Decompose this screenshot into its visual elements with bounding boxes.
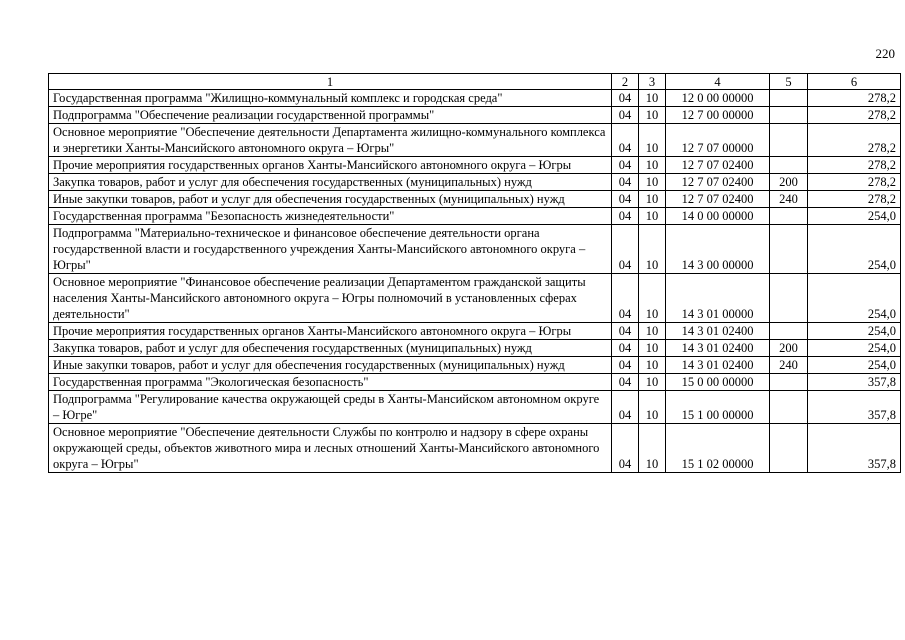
row-amount: 357,8	[808, 391, 901, 424]
row-section: 04	[612, 424, 639, 473]
row-target-code: 12 0 00 00000	[666, 90, 770, 107]
row-amount: 278,2	[808, 191, 901, 208]
row-target-code: 12 7 07 00000	[666, 124, 770, 157]
row-subsection: 10	[639, 374, 666, 391]
row-expense-type: 240	[770, 357, 808, 374]
table-row	[49, 274, 901, 323]
table-row	[49, 107, 901, 124]
row-target-code: 12 7 07 02400	[666, 191, 770, 208]
row-name: Основное мероприятие "Обеспечение деятельности Департамента жилищно-коммунального комплекса и энергетики Ханты-Мансийского автономного округа – Югры"	[49, 124, 612, 157]
row-target-code: 12 7 07 02400	[666, 157, 770, 174]
row-expense-type	[770, 225, 808, 274]
row-subsection: 10	[639, 424, 666, 473]
row-amount: 278,2	[808, 174, 901, 191]
row-target-code: 14 0 00 00000	[666, 208, 770, 225]
row-amount: 278,2	[808, 157, 901, 174]
table-row	[49, 90, 901, 107]
row-section: 04	[612, 208, 639, 225]
table-body	[49, 90, 901, 473]
table-row	[49, 225, 901, 274]
row-name: Основное мероприятие "Финансовое обеспечение реализации Департаментом гражданской защиты населения Ханты-Мансийского автономного округа – Югры полномочий в установленных сферах деятельности"	[49, 274, 612, 323]
row-amount: 357,8	[808, 374, 901, 391]
row-subsection: 10	[639, 323, 666, 340]
row-expense-type	[770, 107, 808, 124]
row-subsection: 10	[639, 225, 666, 274]
row-subsection: 10	[639, 157, 666, 174]
row-name: Подпрограмма "Материально-техническое и финансовое обеспечение деятельности органа государственной власти и государственного учреждения Ханты-Мансийского автономного округа – Югры"	[49, 225, 612, 274]
row-target-code: 15 1 00 00000	[666, 391, 770, 424]
table-row	[49, 323, 901, 340]
row-name: Закупка товаров, работ и услуг для обеспечения государственных (муниципальных) нужд	[49, 340, 612, 357]
row-amount: 254,0	[808, 225, 901, 274]
row-name: Государственная программа "Безопасность жизнедеятельности"	[49, 208, 612, 225]
row-name: Подпрограмма "Регулирование качества окружающей среды в Ханты-Мансийском автономном округе – Югре"	[49, 391, 612, 424]
row-section: 04	[612, 191, 639, 208]
row-target-code: 15 1 02 00000	[666, 424, 770, 473]
row-subsection: 10	[639, 124, 666, 157]
header-row	[49, 74, 901, 90]
row-subsection: 10	[639, 191, 666, 208]
table-row	[49, 391, 901, 424]
row-target-code: 14 3 01 02400	[666, 357, 770, 374]
row-section: 04	[612, 174, 639, 191]
row-name: Прочие мероприятия государственных органов Ханты-Мансийского автономного округа – Югры	[49, 157, 612, 174]
row-amount: 278,2	[808, 124, 901, 157]
row-amount: 278,2	[808, 107, 901, 124]
row-amount: 278,2	[808, 90, 901, 107]
row-expense-type	[770, 323, 808, 340]
row-expense-type: 200	[770, 340, 808, 357]
row-amount: 254,0	[808, 323, 901, 340]
row-section: 04	[612, 340, 639, 357]
row-amount: 254,0	[808, 274, 901, 323]
row-amount: 357,8	[808, 424, 901, 473]
row-name: Иные закупки товаров, работ и услуг для обеспечения государственных (муниципальных) нужд	[49, 191, 612, 208]
header-col-4: 4	[666, 74, 770, 90]
row-expense-type	[770, 208, 808, 225]
row-name: Основное мероприятие "Обеспечение деятельности Службы по контролю и надзору в сфере охраны окружающей среды, объектов животного мира и лесных отношений Ханты-Мансийского автономного округа – Югры"	[49, 424, 612, 473]
row-target-code: 12 7 07 02400	[666, 174, 770, 191]
row-expense-type: 240	[770, 191, 808, 208]
table-row	[49, 340, 901, 357]
header-col-2: 2	[612, 74, 639, 90]
row-name: Закупка товаров, работ и услуг для обеспечения государственных (муниципальных) нужд	[49, 174, 612, 191]
row-name: Прочие мероприятия государственных органов Ханты-Мансийского автономного округа – Югры	[49, 323, 612, 340]
row-target-code: 15 0 00 00000	[666, 374, 770, 391]
row-subsection: 10	[639, 274, 666, 323]
table-row	[49, 174, 901, 191]
table-row	[49, 357, 901, 374]
row-expense-type	[770, 374, 808, 391]
row-amount: 254,0	[808, 208, 901, 225]
table-row	[49, 208, 901, 225]
row-expense-type	[770, 424, 808, 473]
table-header	[49, 74, 901, 90]
row-name: Государственная программа "Экологическая безопасность"	[49, 374, 612, 391]
row-expense-type	[770, 124, 808, 157]
row-subsection: 10	[639, 391, 666, 424]
budget-table	[48, 73, 901, 473]
row-section: 04	[612, 323, 639, 340]
page-number: 220	[875, 46, 895, 61]
header-col-6: 6	[808, 74, 901, 90]
header-col-3: 3	[639, 74, 666, 90]
table-row	[49, 191, 901, 208]
row-target-code: 14 3 01 02400	[666, 323, 770, 340]
table-row	[49, 124, 901, 157]
row-name: Иные закупки товаров, работ и услуг для обеспечения государственных (муниципальных) нужд	[49, 357, 612, 374]
row-section: 04	[612, 374, 639, 391]
row-expense-type: 200	[770, 174, 808, 191]
row-expense-type	[770, 90, 808, 107]
row-amount: 254,0	[808, 340, 901, 357]
header-col-1: 1	[49, 74, 612, 90]
row-name: Подпрограмма "Обеспечение реализации государственной программы"	[49, 107, 612, 124]
row-expense-type	[770, 274, 808, 323]
row-subsection: 10	[639, 340, 666, 357]
row-target-code: 12 7 00 00000	[666, 107, 770, 124]
row-subsection: 10	[639, 90, 666, 107]
row-section: 04	[612, 391, 639, 424]
row-target-code: 14 3 00 00000	[666, 225, 770, 274]
row-subsection: 10	[639, 107, 666, 124]
row-section: 04	[612, 157, 639, 174]
table-row	[49, 157, 901, 174]
row-expense-type	[770, 157, 808, 174]
row-section: 04	[612, 274, 639, 323]
table-row	[49, 374, 901, 391]
table-row	[49, 424, 901, 473]
row-section: 04	[612, 225, 639, 274]
row-section: 04	[612, 124, 639, 157]
row-subsection: 10	[639, 208, 666, 225]
row-section: 04	[612, 357, 639, 374]
row-subsection: 10	[639, 174, 666, 191]
row-amount: 254,0	[808, 357, 901, 374]
header-col-5: 5	[770, 74, 808, 90]
row-section: 04	[612, 107, 639, 124]
row-target-code: 14 3 01 02400	[666, 340, 770, 357]
row-target-code: 14 3 01 00000	[666, 274, 770, 323]
row-name: Государственная программа "Жилищно-коммунальный комплекс и городская среда"	[49, 90, 612, 107]
row-section: 04	[612, 90, 639, 107]
row-subsection: 10	[639, 357, 666, 374]
row-expense-type	[770, 391, 808, 424]
